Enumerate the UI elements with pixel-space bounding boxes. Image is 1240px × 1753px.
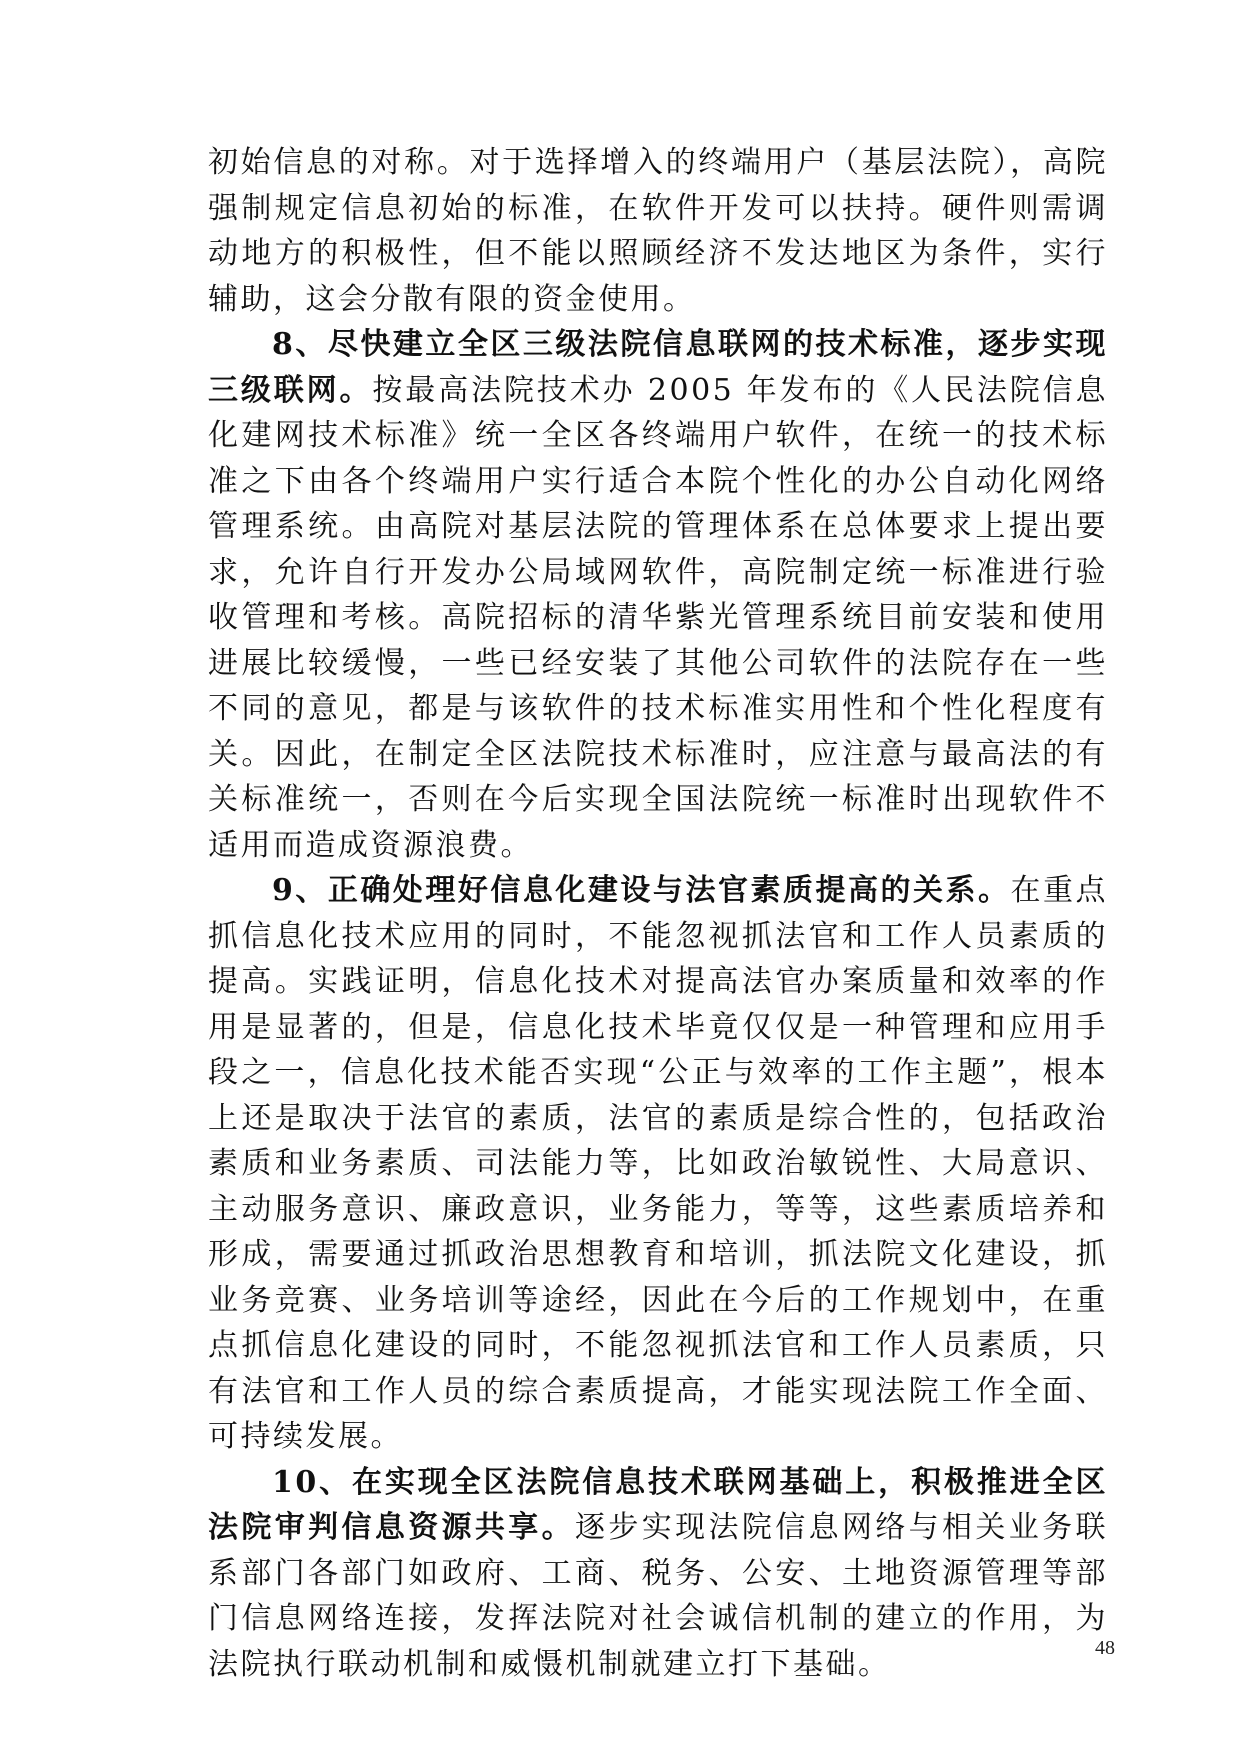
paragraph-item-9 — [208, 868, 1108, 1460]
paragraph-item-10 — [208, 1460, 1108, 1688]
paragraph-continuation — [208, 140, 1108, 322]
paragraph-body: 按最高法院技术办 2005 年发布的《人民法院信息化建网技术标准》统一全区各终端用户软件，在统一的技术标准之下由各个终端用户实行适合本院个性化的办公自动化网络管理系统。由高院对基层法院的管理体系在总体要求上提出要求，允许自行开发办公局域网软件，高院制定统一标准进行验收管理和考核。高院招标的清华紫光管理系统目前安装和使用进展比较缓慢，一些已经安装了其他公司软件的法院存在一些不同的意见，都是与该软件的技术标准实用性和个性化程度有关。因此，在制定全区法院技术标准时，应注意与最高法的有关标准统一，否则在今后实现全国法院统一标准时出现软件不适用而造成资源浪费。 — [208, 372, 1109, 863]
paragraph-heading: 10、在实现全区法院信息技术联网基础上，积极推进全区法院审判信息资源共享。 — [208, 1464, 1108, 1545]
page-number: 48 — [1095, 1637, 1115, 1659]
paragraph-item-8 — [208, 322, 1108, 868]
paragraph-heading: 9、正确处理好信息化建设与法官素质提高的关系。 — [272, 873, 1011, 908]
document-page — [208, 140, 1108, 1687]
paragraph-body: 初始信息的对称。对于选择增入的终端用户（基层法院），高院强制规定信息初始的标准，在软件开发可以扶持。硬件则需调动地方的积极性，但不能以照顾经济不发达地区为条件，实行辅助，这会分散有限的资金使用。 — [208, 145, 1108, 317]
paragraph-body: 逐步实现法院信息网络与相关业务联系部门各部门如政府、工商、税务、公安、土地资源管理等部门信息网络连接，发挥法院对社会诚信机制的建立的作用，为法院执行联动机制和威慑机制就建立打下基础。 — [208, 1510, 1109, 1682]
paragraph-heading: 8、尽快建立全区三级法院信息联网的技术标准，逐步实现三级联网。 — [208, 327, 1108, 408]
paragraph-body: 在重点抓信息化技术应用的同时，不能忽视抓法官和工作人员素质的提高。实践证明，信息化技术对提高法官办案质量和效率的作用是显著的，但是，信息化技术毕竟仅仅是一种管理和应用手段之一，信息化技术能否实现“公正与效率的工作主题”，根本上还是取决于法官的素质，法官的素质是综合性的，包括政治素质和业务素质、司法能力等，比如政治敏锐性、大局意识、主动服务意识、廉政意识，业务能力，等等，这些素质培养和形成，需要通过抓政治思想教育和培训，抓法院文化建设，抓业务竞赛、业务培训等途经，因此在今后的工作规划中，在重点抓信息化建设的同时，不能忽视抓法官和工作人员素质，只有法官和工作人员的综合素质提高，才能实现法院工作全面、可持续发展。 — [208, 873, 1109, 1454]
